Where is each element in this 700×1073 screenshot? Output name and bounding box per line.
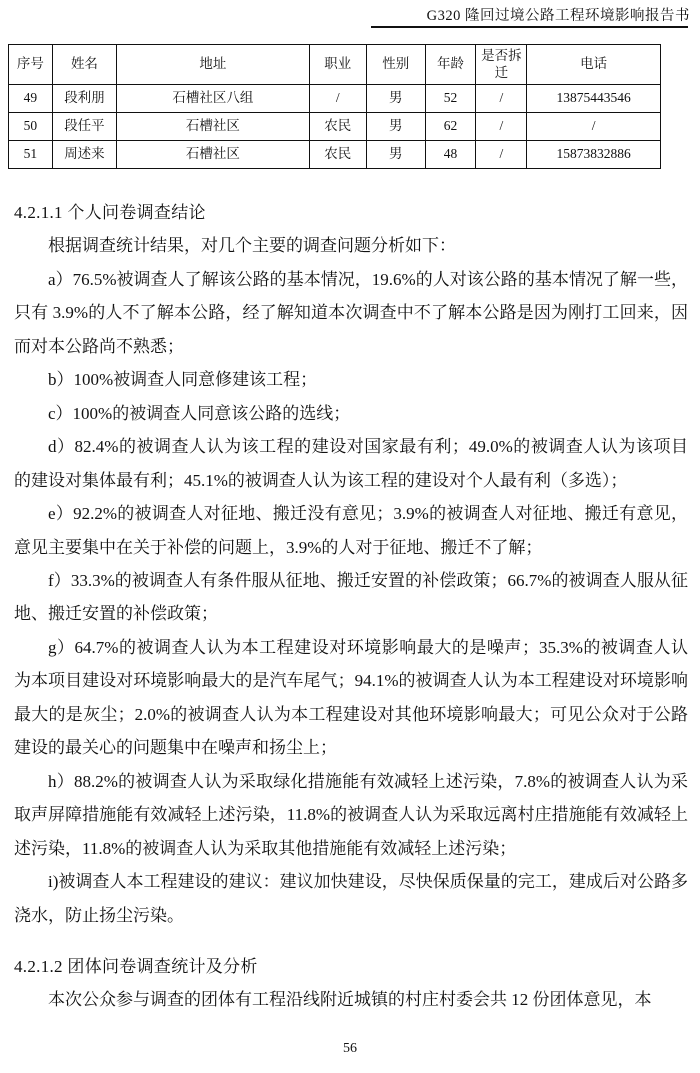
cell-index: 51	[9, 141, 53, 169]
respondents-table	[8, 44, 661, 169]
col-header-phone: 电话	[527, 45, 661, 85]
table-row	[9, 141, 661, 169]
cell-age: 48	[425, 141, 476, 169]
cell-gender: 男	[366, 141, 425, 169]
cell-phone: 13875443546	[527, 85, 661, 113]
cell-age: 62	[425, 113, 476, 141]
cell-demolition: /	[476, 113, 527, 141]
table-row	[9, 113, 661, 141]
section-heading-4211: 4.2.1.1 个人问卷调查结论	[14, 203, 206, 222]
cell-occupation: /	[309, 85, 366, 113]
cell-age: 52	[425, 85, 476, 113]
paragraph-item-a: a）76.5%被调查人了解该公路的基本情况，19.6%的人对该公路的基本情况了解一些，只有 3.9%的人不了解本公路，经了解知道本次调查中不了解本公路是因为刚打工回来，因而对本公路尚不熟悉；	[14, 269, 688, 356]
document-body	[14, 196, 688, 1017]
col-header-occupation: 职业	[309, 45, 366, 85]
paragraph-item-h: h）88.2%的被调查人认为采取绿化措施能有效减轻上述污染，7.8%的被调查人认为采取声屏障措施能有效减轻上述污染，11.8%的被调查人认为采取远离村庄措施能有效减轻上述污染，11.8%的被调查人认为采取其他措施能有效减轻上述污染；	[14, 771, 688, 858]
cell-phone: 15873832886	[527, 141, 661, 169]
cell-address: 石槽社区	[117, 113, 309, 141]
cell-demolition: /	[476, 141, 527, 169]
paragraph-item-f: f）33.3%的被调查人有条件服从征地、搬迁安置的补偿政策；66.7%的被调查人服从征地、搬迁安置的补偿政策；	[14, 570, 688, 624]
table-header-row	[9, 45, 661, 85]
cell-address: 石槽社区	[117, 141, 309, 169]
cell-demolition: /	[476, 85, 527, 113]
header-rule	[371, 26, 688, 28]
cell-address: 石槽社区八组	[117, 85, 309, 113]
paragraph-item-e: e）92.2%的被调查人对征地、搬迁没有意见；3.9%的被调查人对征地、搬迁有意见，意见主要集中在关于补偿的问题上，3.9%的人对于征地、搬迁不了解；	[14, 504, 688, 557]
cell-gender: 男	[366, 85, 425, 113]
paragraph-item-g: g）64.7%的被调查人认为本工程建设对环境影响最大的是噪声；35.3%的被调查人认为本项目建设对环境影响最大的是汽车尾气；94.1%的被调查人认为本工程建设对环境影响最大的是灰尘；2.0%的被调查人认为本工程建设对其他环境影响最大；可见公众对于公路建设的最关心的问题集中在噪声和扬尘上；	[14, 637, 688, 758]
cell-name: 段利朋	[52, 85, 117, 113]
paragraph-intro: 根据调查统计结果，对几个主要的调查问题分析如下：	[48, 236, 456, 256]
cell-name: 段任平	[52, 113, 117, 141]
col-header-name: 姓名	[52, 45, 117, 85]
cell-gender: 男	[366, 113, 425, 141]
paragraph-item-d: d）82.4%的被调查人认为该工程的建设对国家最有利；49.0%的被调查人认为该项目的建设对集体最有利；45.1%的被调查人认为该工程的建设对个人最有利（多选）；	[14, 437, 688, 490]
cell-occupation: 农民	[309, 141, 366, 169]
cell-index: 49	[9, 85, 53, 113]
paragraph-item-i: i)被调查人本工程建设的建议：建议加快建设，尽快保质保量的完工，建成后对公路多浇水，防止扬尘污染。	[14, 872, 688, 925]
col-header-address: 地址	[117, 45, 309, 85]
section-heading-4212: 4.2.1.2 团体问卷调查统计及分析	[14, 956, 258, 976]
page-number: 56	[343, 1041, 357, 1056]
cell-index: 50	[9, 113, 53, 141]
col-header-gender: 性别	[366, 45, 425, 85]
cell-phone: /	[527, 113, 661, 141]
col-header-index: 序号	[9, 45, 53, 85]
table-row	[9, 85, 661, 113]
paragraph-item-b: b）100%被调查人同意修建该工程；	[48, 370, 318, 390]
running-header-title: G320 隆回过境公路工程环境影响报告书	[426, 8, 690, 24]
paragraph-item-c: c）100%的被调查人同意该公路的选线；	[48, 403, 351, 423]
col-header-demolition: 是否拆迁	[476, 45, 527, 85]
cell-occupation: 农民	[309, 113, 366, 141]
cell-name: 周述来	[52, 141, 117, 169]
paragraph-section2-body: 本次公众参与调查的团体有工程沿线附近城镇的村庄村委会共 12 份团体意见，本	[48, 990, 652, 1010]
col-header-age: 年龄	[425, 45, 476, 85]
